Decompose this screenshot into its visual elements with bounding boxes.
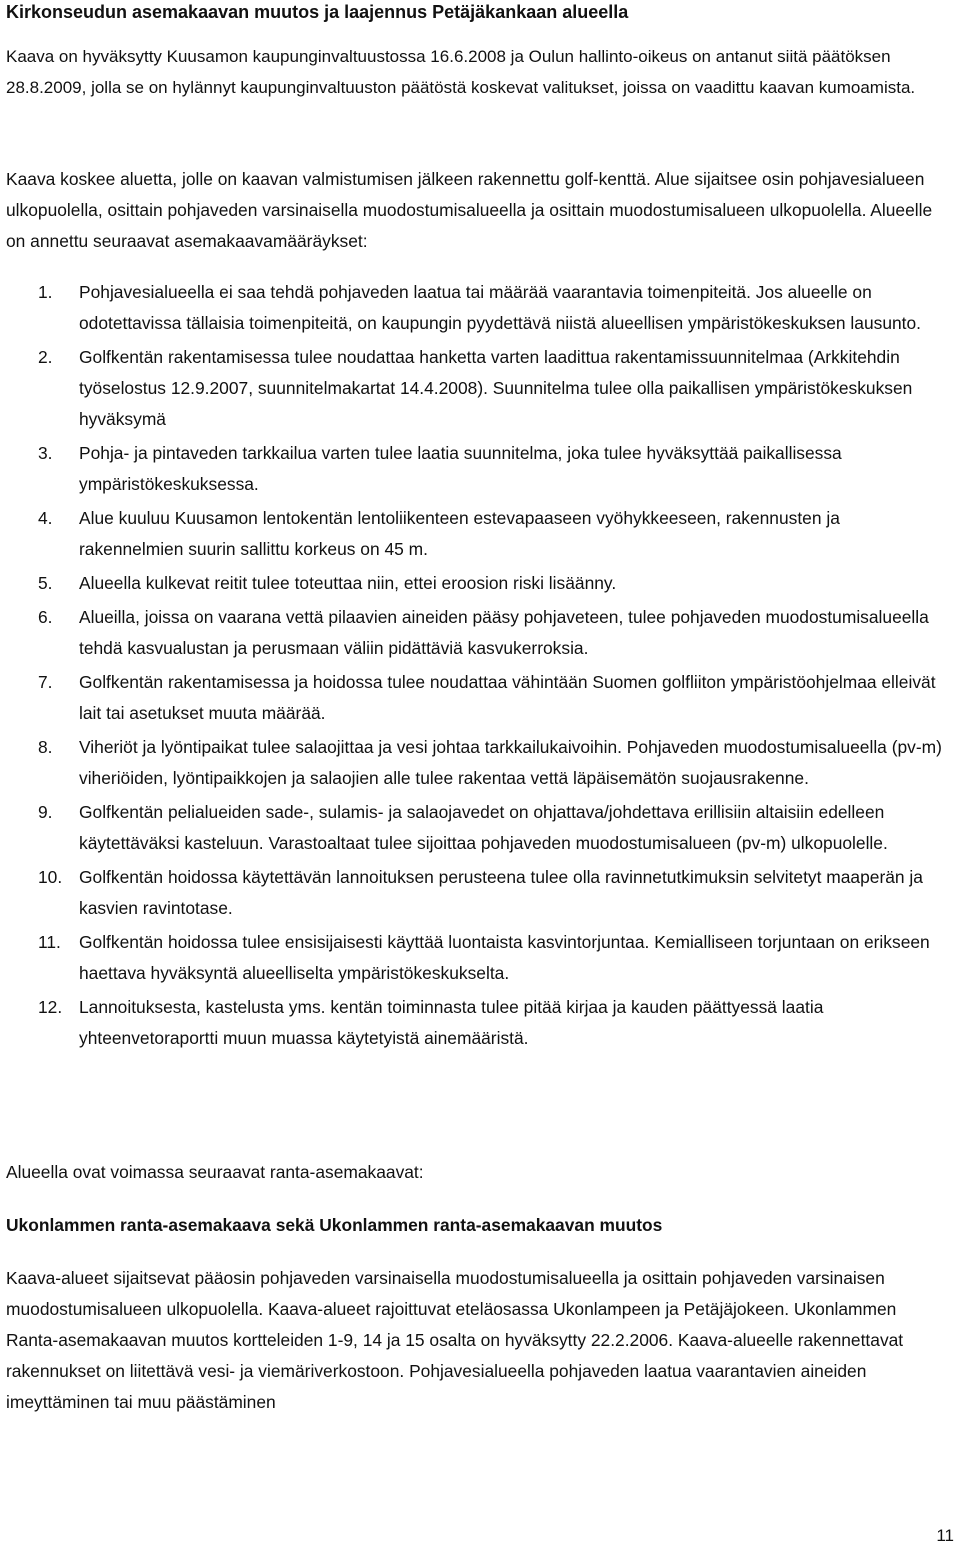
list-item-number: 8. — [38, 737, 53, 757]
list-item — [6, 602, 946, 664]
list-item — [6, 568, 946, 599]
list-item-number: 9. — [38, 802, 53, 822]
list-item — [6, 732, 946, 794]
list-item-number: 4. — [38, 508, 53, 528]
list-item-text: Alueella kulkevat reitit tulee toteuttaa niin, ettei eroosion riski lisäänny. — [79, 573, 617, 593]
list-item — [6, 992, 946, 1054]
list-item-text: Golfkentän rakentamisessa tulee noudattaa hanketta varten laadittua rakentamissuunnitelmaa (Arkkitehdin työselostus 12.9.2007, suunnitelmakartat 14.4.2008). Suunnitelma tulee olla paikallisen ympäristökeskuksen hyväksymä — [79, 347, 913, 429]
shore-plan-paragraph: Kaava-alueet sijaitsevat pääosin pohjaveden varsinaisella muodostumisalueella ja osittain pohjaveden varsinaisen muodostumisalueen ulkopuolella. Kaava-alueet rajoittuvat eteläosassa Ukonlampeen ja Petäjäjokeen. Ukonlammen Ranta-asemakaavan muutos kortteleiden 1-9, 14 ja 15 osalta on hyväksytty 22.2.2006. Kaava-alueelle rakennettavat rakennukset on liitettävä vesi- ja viemäriverkostoon. Pohjavesialueella pohjaveden laatua vaarantavien aineiden imeyttäminen tai muu päästäminen — [6, 1268, 904, 1412]
section-heading: Ukonlammen ranta-asemakaava sekä Ukonlammen ranta-asemakaavan muutos — [6, 1215, 663, 1235]
list-item-text: Golfkentän pelialueiden sade-, sulamis- ja salaojavedet on ohjattava/johdettava erillisiin altaisiin edelleen käytettäväksi kasteluun. Varastoaltaat tulee sijoittaa pohjaveden muodostumisalueen (pv-m) ulkopuolelle. — [79, 802, 888, 853]
list-item-number: 2. — [38, 347, 53, 367]
list-item-number: 6. — [38, 607, 53, 627]
list-item-number: 10. — [38, 867, 63, 887]
list-item-number: 1. — [38, 282, 53, 302]
list-item-text: Alue kuuluu Kuusamon lentokentän lentoliikenteen estevapaaseen vyöhykkeeseen, rakennusten ja rakennelmien suurin sallittu korkeus on 45 m. — [79, 508, 840, 559]
list-item-text: Pohjavesialueella ei saa tehdä pohjaveden laatua tai määrää vaarantavia toimenpiteitä. Jos alueelle on odotettavissa tällaisia toimenpiteitä, on kaupungin pyydettävä niistä alueellisen ympäristökeskuksen lausunto. — [79, 282, 922, 333]
list-item-number: 7. — [38, 672, 53, 692]
list-item-text: Golfkentän hoidossa tulee ensisijaisesti käyttää luontaista kasvintorjuntaa. Kemialliseen torjuntaan on erikseen haettava hyväksyntä alueelliselta ympäristökeskukselta. — [79, 932, 930, 983]
list-item-text: Alueilla, joissa on vaarana vettä pilaavien aineiden pääsy pohjaveteen, tulee pohjaveden muodostumisalueella tehdä kasvualustan ja perusmaan väliin pidättäviä kasvukerroksia. — [79, 607, 929, 658]
list-item — [6, 277, 946, 339]
list-item-number: 11. — [38, 932, 61, 952]
approval-paragraph: Kaava on hyväksytty Kuusamon kaupunginvaltuustossa 16.6.2008 ja Oulun hallinto-oikeus on antanut siitä päätöksen 28.8.2009, jolla se on hylännyt kaupunginvaltuuston päätöstä koskevat valitukset, joissa on vaadittu kaavan kumoamista. — [6, 47, 916, 97]
list-item-text: Golfkentän rakentamisessa ja hoidossa tulee noudattaa vähintään Suomen golfliiton ympäristöohjelmaa elleivät lait tai asetukset muuta määrää. — [79, 672, 936, 723]
list-item — [6, 342, 946, 435]
list-item — [6, 667, 946, 729]
list-item — [6, 862, 946, 924]
list-item — [6, 438, 946, 500]
list-item-number: 12. — [38, 997, 63, 1017]
list-item-text: Golfkentän hoidossa käytettävän lannoituksen perusteena tulee olla ravinnetutkimuksin selvitetyt maaperän ja kasvien ravintotase. — [79, 867, 923, 918]
document-title: Kirkonseudun asemakaavan muutos ja laajennus Petäjäkankaan alueella — [6, 2, 629, 22]
list-item-text: Pohja- ja pintaveden tarkkailua varten tulee laatia suunnitelma, joka tulee hyväksyttää paikallisessa ympäristökeskuksessa. — [79, 443, 842, 494]
list-item-text: Viheriöt ja lyöntipaikat tulee salaojittaa ja vesi johtaa tarkkailukaivoihin. Pohjaveden muodostumisalueella (pv-m) viheriöiden, lyöntipaikkojen ja salaojien alle tulee rakentaa vettä läpäisemätön suojausrakenne. — [79, 737, 942, 788]
list-item — [6, 797, 946, 859]
list-item-number: 5. — [38, 573, 53, 593]
list-item — [6, 927, 946, 989]
list-item-number: 3. — [38, 443, 53, 463]
list-item — [6, 503, 946, 565]
area-description-paragraph: Kaava koskee aluetta, jolle on kaavan valmistumisen jälkeen rakennettu golf-kenttä. Alue sijaitsee osin pohjavesialueen ulkopuolella, osittain pohjaveden varsinaisella muodostumisalueella ja osittain muodostumisalueen ulkopuolella. Alueelle on annettu seuraavat asemakaavamääräykset: — [6, 169, 933, 251]
list-item-text: Lannoituksesta, kastelusta yms. kentän toiminnasta tulee pitää kirjaa ja kauden päättyessä laatia yhteenvetoraportti muun muassa käytetyistä ainemääristä. — [79, 997, 824, 1048]
regulations-list — [6, 277, 946, 1057]
page-number: 11 — [936, 1526, 954, 1545]
shore-plans-intro: Alueella ovat voimassa seuraavat ranta-asemakaavat: — [6, 1162, 424, 1182]
